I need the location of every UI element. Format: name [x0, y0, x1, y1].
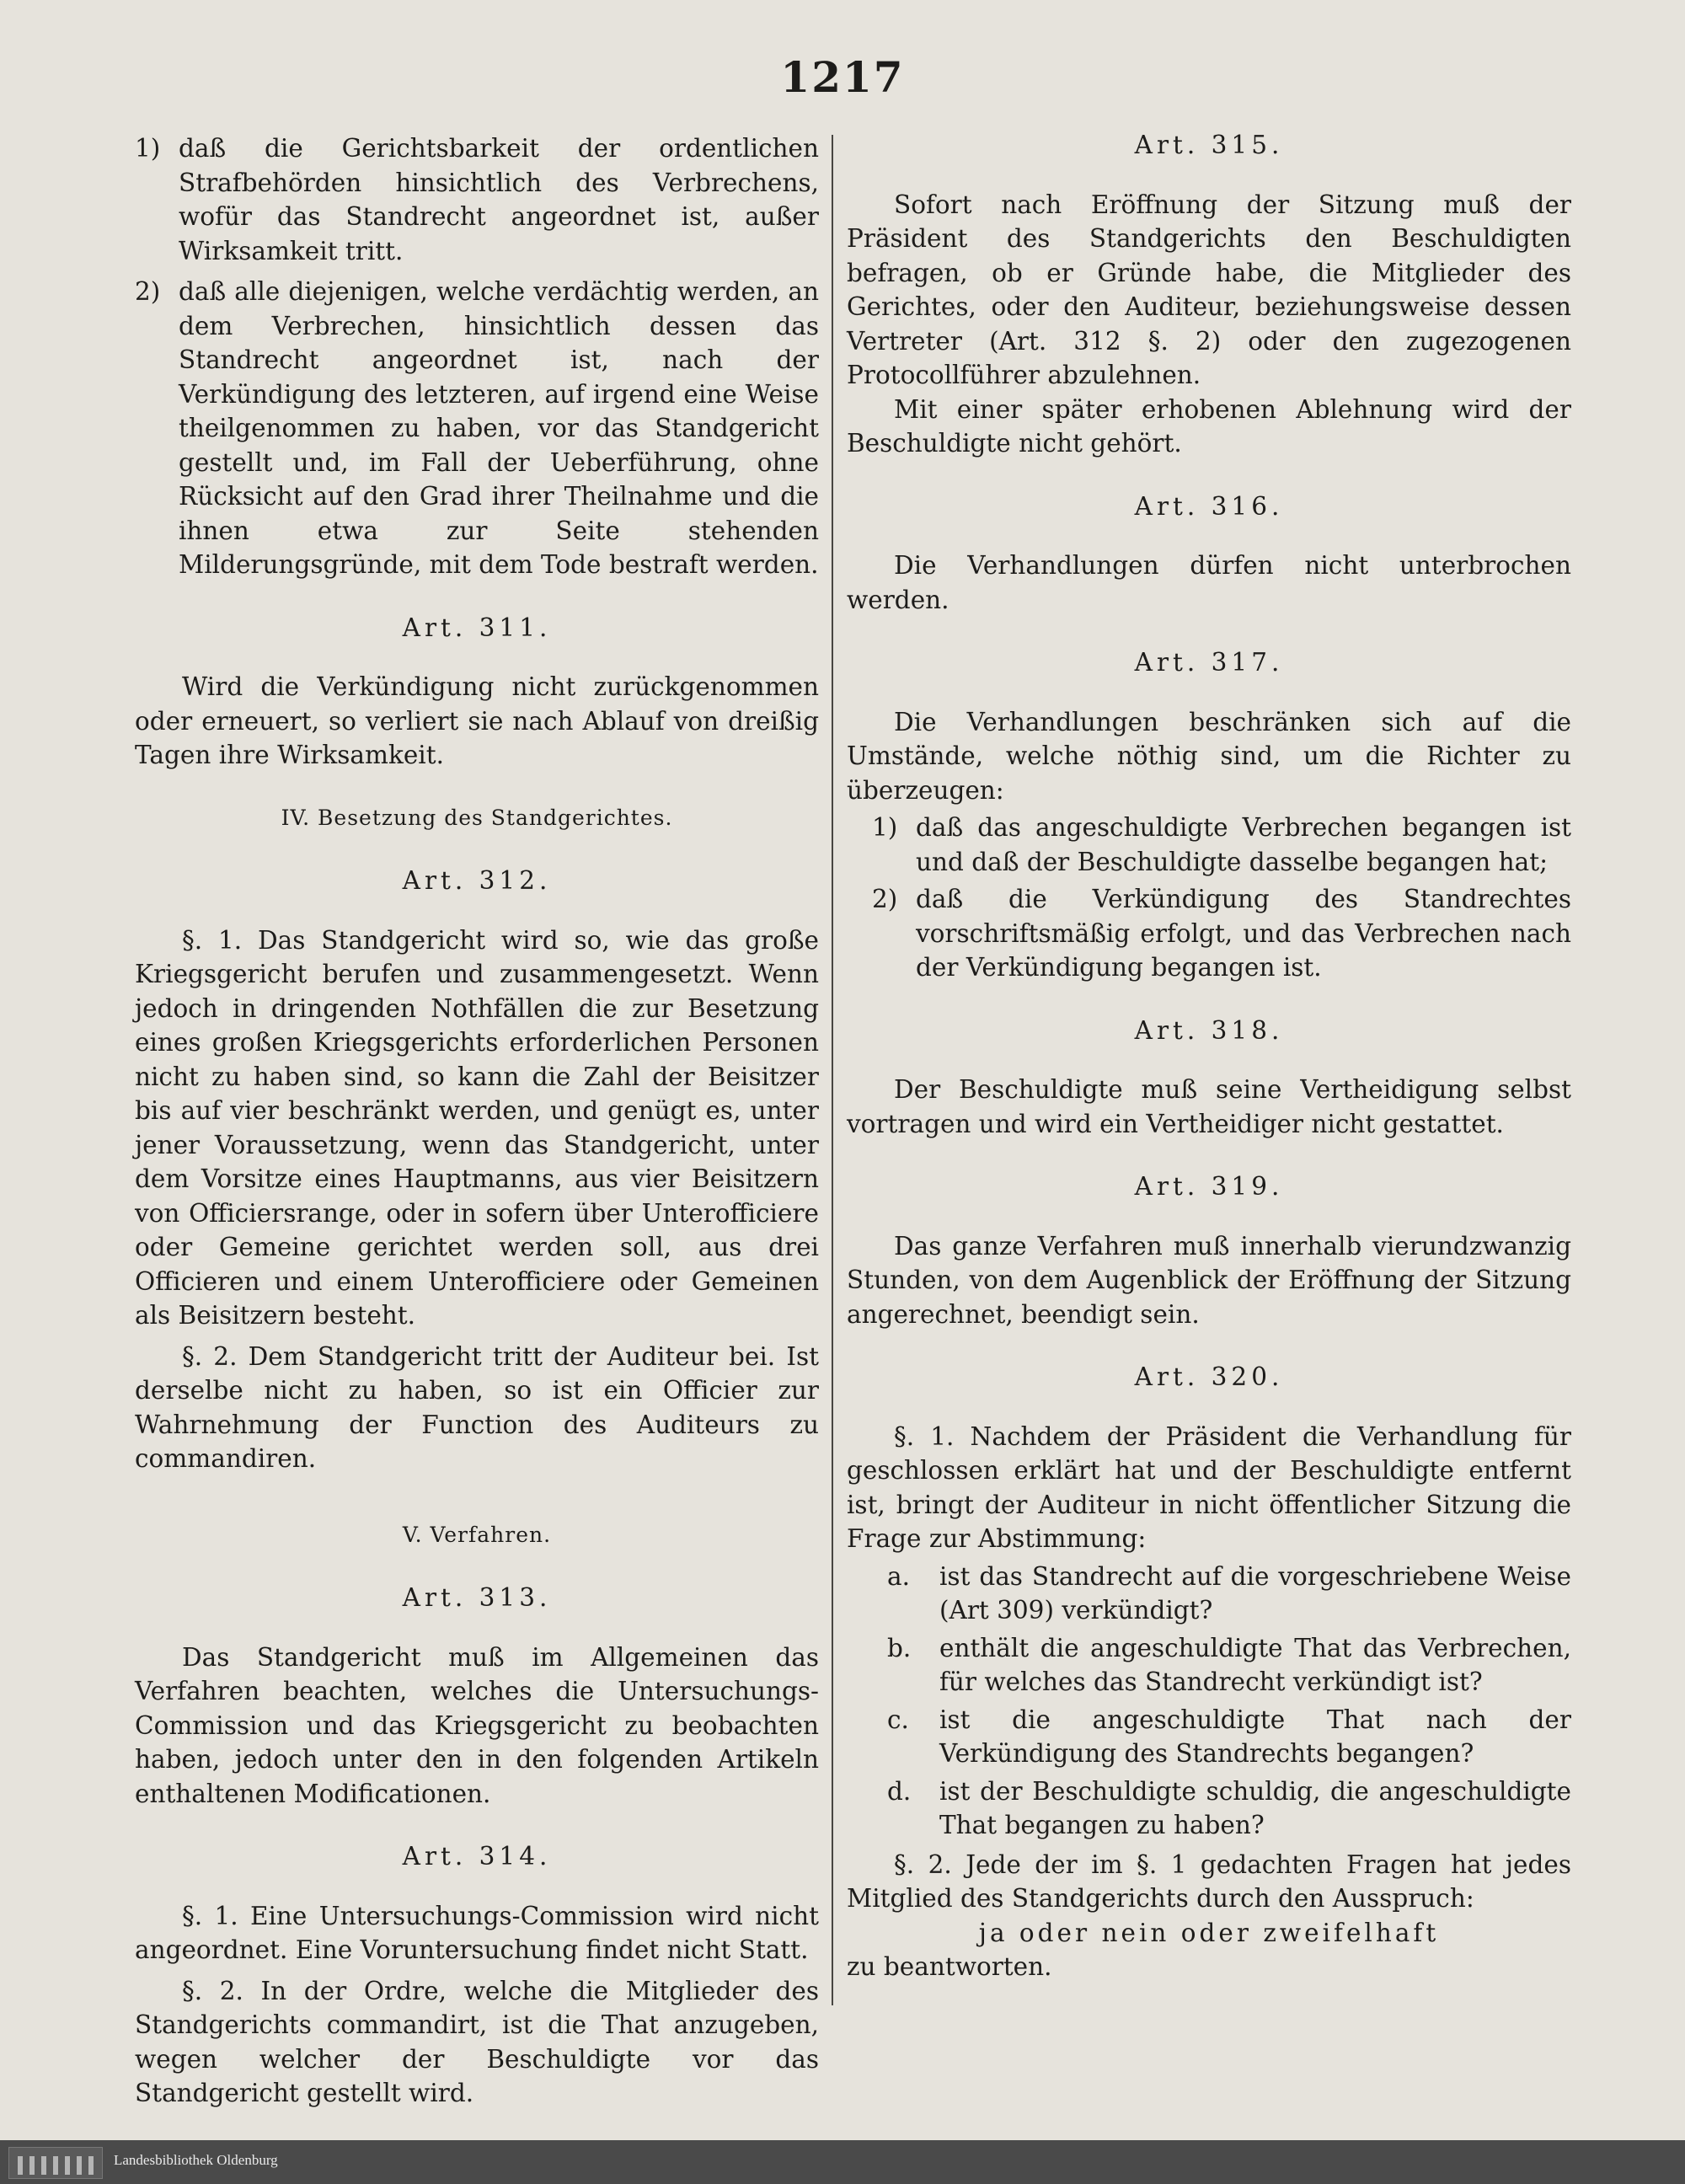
- article-paragraph: Wird die Verkündigung nicht zurückgenommen oder erneuert, so verliert sie nach Ablauf von dreißig Tagen ihre Wirksamkeit.: [135, 672, 819, 769]
- answer-formula: ja oder nein oder zweifelhaft: [978, 1918, 1440, 1947]
- article-heading: Art. 317.: [1134, 648, 1284, 677]
- item-text: ist der Beschuldigte schuldig, die angeschuldigte That begangen zu haben?: [939, 1776, 1571, 1839]
- item-text: daß die Verkündigung des Standrechtes vorschriftsmäßig erfolgt, und das Verbrechen nach der Verkündigung begangen ist.: [916, 885, 1571, 982]
- item-text: enthält die angeschuldigte That das Verbrechen, für welches das Standrecht verkündigt ist?: [939, 1633, 1571, 1696]
- article-paragraph: §. 2. Jede der im §. 1 gedachten Fragen hat jedes Mitglied des Standgerichts durch den Ausspruch:: [847, 1849, 1571, 1913]
- article-paragraph: §. 1. Eine Untersuchungs-Commission wird nicht angeordnet. Eine Voruntersuchung findet nicht Statt.: [135, 1901, 819, 1964]
- list-item: [135, 131, 819, 268]
- library-building-icon: [8, 2147, 103, 2179]
- library-footer: [0, 2140, 1685, 2184]
- article-paragraph: zu beantworten.: [847, 1952, 1052, 1981]
- article-paragraph: §. 2. Dem Standgericht tritt der Auditeur bei. Ist derselbe nicht zu haben, so ist ein Officier zur Wahrnehmung der Function des Auditeurs zu commandiren.: [135, 1341, 819, 1473]
- article-heading: Art. 316.: [1134, 491, 1284, 521]
- list-item: [847, 1560, 1571, 1628]
- item-text: daß alle diejenigen, welche verdächtig werden, an dem Verbrechen, hinsichtlich dessen das Standrecht angeordnet ist, nach der Verkündigung des letzteren, auf irgend eine Weise theilgenommen zu haben, vor das Standgericht gestellt und, im Fall der Ueberführung, ohne Rücksicht auf den Grad ihrer Theilnahme und die ihnen etwa zur Seite stehenden Milderungsgründe, mit dem Tode bestraft werden.: [179, 277, 819, 579]
- article-heading: Art. 313.: [402, 1583, 552, 1612]
- item-text: ist die angeschuldigte That nach der Verkündigung des Standrechts begangen?: [939, 1705, 1571, 1768]
- list-item: [135, 275, 819, 582]
- article-paragraph: Das ganze Verfahren muß innerhalb vierundzwanzig Stunden, von dem Augenblick der Eröffnung der Sitzung angerechnet, beendigt sein.: [847, 1231, 1571, 1329]
- article-heading: Art. 318.: [1134, 1015, 1284, 1045]
- column-divider: [832, 135, 833, 2005]
- item-text: daß das angeschuldigte Verbrechen begangen ist und daß der Beschuldigte dasselbe begangen hat;: [916, 813, 1571, 876]
- article-paragraph: Das Standgericht muß im Allgemeinen das Verfahren beachten, welches die Untersuchungs-Commission und das Kriegsgericht zu beobachten haben, jedoch unter den in den folgenden Artikeln enthaltenen Modificationen.: [135, 1642, 819, 1808]
- list-item: [847, 1631, 1571, 1700]
- page-number: 1217: [780, 52, 905, 102]
- item-letter: d.: [887, 1776, 912, 1806]
- article-heading: Art. 315.: [1134, 131, 1284, 159]
- right-column: [847, 128, 1571, 1984]
- article-heading: Art. 311.: [402, 613, 552, 642]
- article-paragraph: §. 1. Nachdem der Präsident die Verhandlung für geschlossen erklärt hat und der Beschuldigte entfernt ist, bringt der Auditeur in nicht öffentlicher Sitzung die Frage zur Abstimmung:: [847, 1421, 1571, 1553]
- article-paragraph: Sofort nach Eröffnung der Sitzung muß der Präsident des Standgerichts den Beschuldigten befragen, ob er Gründe habe, die Mitglieder des Gerichtes, oder den Auditeur, beziehungsweise dessen Vertreter (Art. 312 §. 2) oder den zugezogenen Protocollführer abzulehnen.: [847, 190, 1571, 389]
- section-heading: IV. Besetzung des Standgerichtes.: [281, 805, 673, 830]
- article-paragraph: Die Verhandlungen dürfen nicht unterbrochen werden.: [847, 551, 1571, 614]
- list-item: [847, 1703, 1571, 1771]
- list-item: [847, 811, 1571, 879]
- item-number: 2): [135, 277, 161, 306]
- item-letter: b.: [887, 1633, 912, 1662]
- item-text: daß die Gerichtsbarkeit der ordentlichen Strafbehörden hinsichtlich des Verbrechens, wofür das Standrecht angeordnet ist, außer Wirksamkeit tritt.: [179, 134, 819, 265]
- article-heading: Art. 319.: [1134, 1172, 1284, 1201]
- library-label[interactable]: Landesbibliothek Oldenburg: [114, 2152, 278, 2168]
- item-letter: a.: [887, 1561, 910, 1591]
- item-letter: c.: [887, 1705, 909, 1734]
- article-paragraph: Der Beschuldigte muß seine Vertheidigung selbst vortragen und wird ein Vertheidiger nicht gestattet.: [847, 1075, 1571, 1138]
- article-heading: Art. 312.: [402, 866, 552, 895]
- article-heading: Art. 320.: [1134, 1362, 1284, 1391]
- article-paragraph: Mit einer später erhobenen Ablehnung wird der Beschuldigte nicht gehört.: [847, 394, 1571, 458]
- list-item: [847, 1774, 1571, 1843]
- article-paragraph: §. 2. In der Ordre, welche die Mitglieder des Standgerichts commandirt, ist die That anzugeben, wegen welcher der Beschuldigte vor das Standgericht gestellt wird.: [135, 1976, 819, 2107]
- item-text: ist das Standrecht auf die vorgeschriebene Weise (Art 309) verkündigt?: [939, 1561, 1571, 1625]
- section-heading: V. Verfahren.: [402, 1522, 552, 1547]
- item-number: 1): [872, 813, 898, 842]
- item-number: 2): [872, 885, 898, 913]
- article-paragraph: Die Verhandlungen beschränken sich auf die Umstände, welche nöthig sind, um die Richter zu überzeugen:: [847, 707, 1571, 805]
- left-column: [135, 128, 819, 2111]
- article-paragraph: §. 1. Das Standgericht wird so, wie das große Kriegsgericht berufen und zusammengesetzt. Wenn jedoch in dringenden Nothfällen die zur Besetzung eines großen Kriegsgerichts erforderlichen Personen nicht zu haben sind, so kann die Zahl der Beisitzer bis auf vier beschränkt werden, und genügt es, unter jener Voraussetzung, wenn das Standgericht, unter dem Vorsitze eines Hauptmanns, aus vier Beisitzern von Officiersrange, oder in sofern über Unterofficiere oder Gemeine gerichtet werden soll, aus drei Officieren und einem Unterofficiere oder Gemeinen als Beisitzern besteht.: [135, 925, 819, 1330]
- article-heading: Art. 314.: [402, 1842, 552, 1871]
- item-number: 1): [135, 134, 161, 163]
- list-item: [847, 882, 1571, 985]
